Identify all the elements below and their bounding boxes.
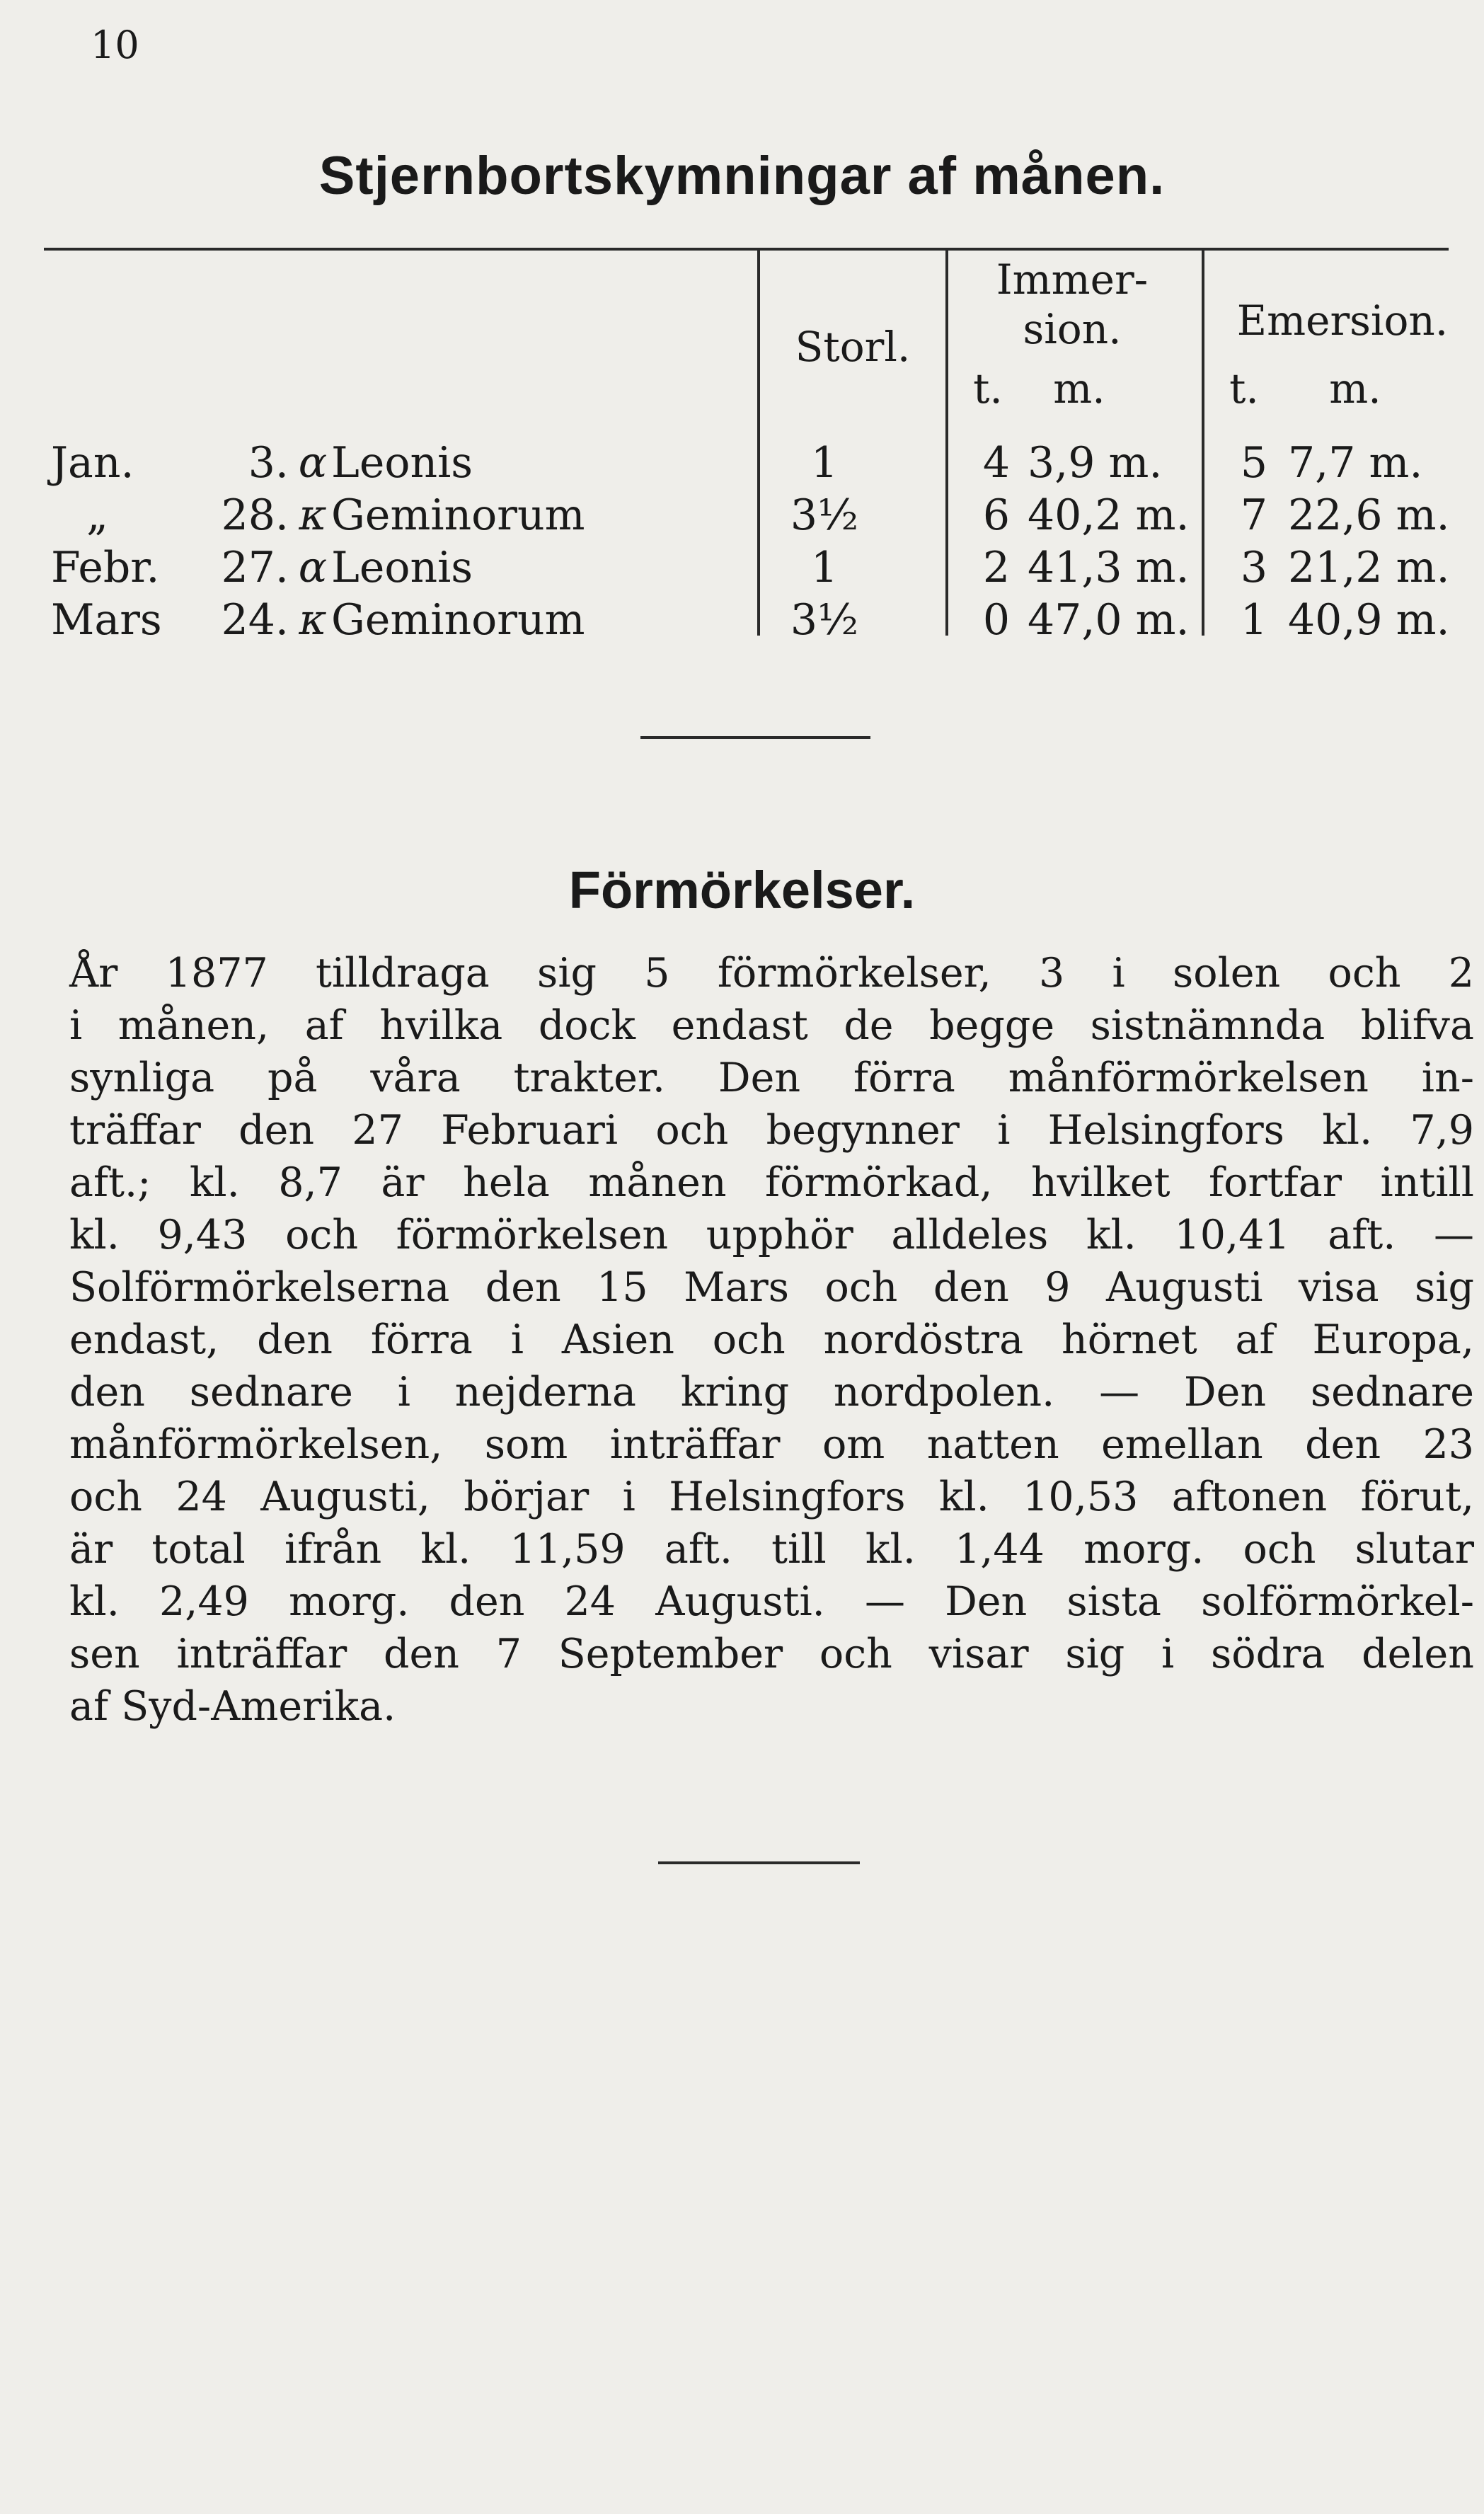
cell-storl: 1 xyxy=(810,543,839,592)
cell-star: Geminorum xyxy=(331,490,585,540)
cell-greek: κ xyxy=(299,490,327,540)
cell-im-m: 41,3 m. xyxy=(1028,543,1190,592)
cell-em-m: 7,7 m. xyxy=(1288,438,1423,488)
cell-day: 24. xyxy=(221,595,289,645)
cell-day: 28. xyxy=(221,490,289,540)
paragraph-line: är total ifrån kl. 11,59 aft. till kl. 1,44 morg. och slutar xyxy=(69,1526,1474,1573)
header-storl: Storl. xyxy=(795,323,911,371)
cell-greek: α xyxy=(298,438,328,488)
paragraph-line: träffar den 27 Februari och begynner i Helsingfors kl. 7,9 xyxy=(69,1107,1474,1154)
cell-em-t: 1 xyxy=(1240,595,1268,645)
end-divider xyxy=(658,1861,860,1864)
cell-storl: 3½ xyxy=(790,490,859,540)
page-title: Stjernbortskymningar af månen. xyxy=(318,146,1166,206)
cell-im-t: 4 xyxy=(982,438,1011,488)
paragraph-line: synliga på våra trakter. Den förra månförmörkelsen in- xyxy=(69,1055,1474,1101)
cell-day: 27. xyxy=(221,543,289,592)
paragraph-line: den sednare i nejderna kring nordpolen. — Den sednare xyxy=(69,1369,1474,1416)
paragraph-line: och 24 Augusti, börjar i Helsingfors kl. 10,53 aftonen förut, xyxy=(69,1474,1474,1520)
header-em-t: t. xyxy=(1229,365,1259,413)
header-immersion-line-2: sion. xyxy=(1023,305,1122,353)
paragraph-line: Solförmörkelserna den 15 Mars och den 9 Augusti visa sig xyxy=(69,1264,1474,1311)
cell-im-t: 0 xyxy=(982,595,1011,645)
section-title: Förmörkelser. xyxy=(568,861,916,919)
page-number: 10 xyxy=(91,23,139,67)
cell-im-m: 3,9 m. xyxy=(1028,438,1163,488)
paragraph xyxy=(69,947,1474,1733)
cell-em-t: 3 xyxy=(1240,543,1268,592)
cell-month: Febr. xyxy=(51,543,160,592)
header-emersion: Emersion. xyxy=(1236,297,1449,345)
cell-star: Leonis xyxy=(331,438,473,488)
paragraph-line: År 1877 tilldraga sig 5 förmörkelser, 3 i solen och 2 xyxy=(69,950,1474,997)
header-em-m: m. xyxy=(1329,365,1381,413)
cell-im-m: 40,2 m. xyxy=(1028,490,1190,540)
cell-im-t: 2 xyxy=(982,543,1011,592)
header-immersion xyxy=(948,255,1196,354)
table-row xyxy=(51,437,1466,489)
paragraph-line: sen inträffar den 7 September och visar sig i södra delen xyxy=(69,1631,1474,1677)
cell-month: Mars xyxy=(51,595,162,645)
table-row xyxy=(51,541,1466,594)
paragraph-line: månförmörkelsen, som inträffar om natten emellan den 23 xyxy=(69,1421,1474,1468)
cell-im-m: 47,0 m. xyxy=(1028,595,1190,645)
header-im-m: m. xyxy=(1053,365,1105,413)
cell-month: Jan. xyxy=(51,438,134,488)
cell-star: Leonis xyxy=(331,543,473,592)
cell-star: Geminorum xyxy=(331,595,585,645)
cell-greek: κ xyxy=(299,595,327,645)
table-row xyxy=(51,489,1466,541)
cell-month: „ xyxy=(86,490,109,540)
cell-em-m: 21,2 m. xyxy=(1288,543,1450,592)
paragraph-line: kl. 9,43 och förmörkelsen upphör alldeles kl. 10,41 aft. — xyxy=(69,1212,1474,1258)
cell-em-t: 7 xyxy=(1240,490,1268,540)
table-top-rule xyxy=(44,248,1449,251)
paragraph-line: endast, den förra i Asien och nordöstra hörnet af Europa, xyxy=(69,1316,1474,1363)
paragraph-line: kl. 2,49 morg. den 24 Augusti. — Den sista solförmörkel- xyxy=(69,1578,1474,1625)
paragraph-line: af Syd-Amerika. xyxy=(69,1683,396,1730)
paragraph-line: i månen, af hvilka dock endast de begge sistnämnda blifva xyxy=(69,1002,1474,1049)
section-divider xyxy=(640,736,870,739)
cell-storl: 3½ xyxy=(790,595,859,645)
cell-em-t: 5 xyxy=(1240,438,1268,488)
cell-em-m: 40,9 m. xyxy=(1288,595,1450,645)
header-im-t: t. xyxy=(973,365,1003,413)
header-immersion-line-1: Immer- xyxy=(996,256,1149,304)
cell-day: 3. xyxy=(248,438,289,488)
paragraph-line: aft.; kl. 8,7 är hela månen förmörkad, hvilket fortfar intill xyxy=(69,1159,1474,1206)
cell-im-t: 6 xyxy=(982,490,1011,540)
cell-greek: α xyxy=(298,543,328,592)
cell-storl: 1 xyxy=(810,438,839,488)
cell-em-m: 22,6 m. xyxy=(1288,490,1450,540)
table-row xyxy=(51,594,1466,646)
